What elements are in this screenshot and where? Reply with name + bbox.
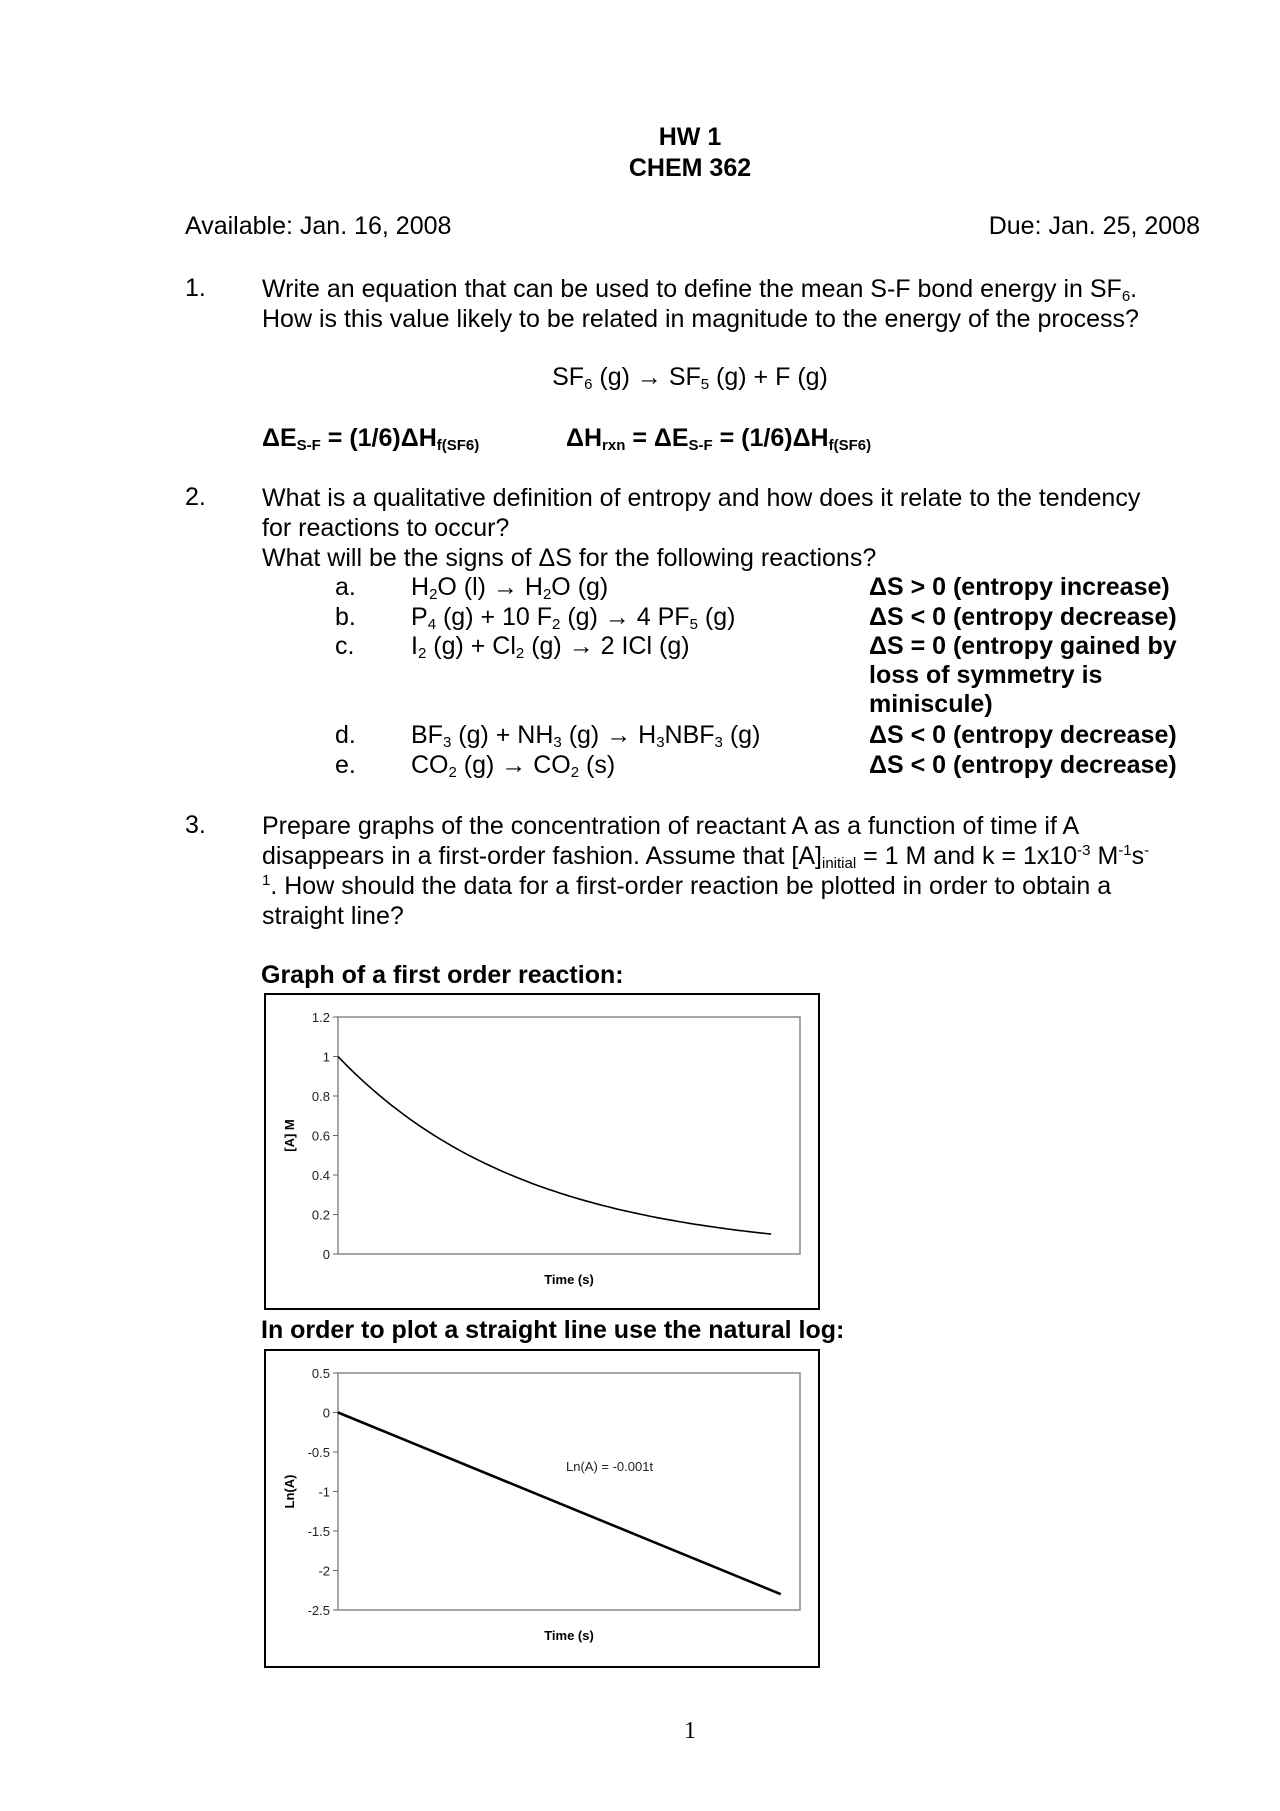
question-1-number: 1. bbox=[185, 274, 206, 302]
graph-1-chart bbox=[264, 993, 820, 1310]
question-1-text bbox=[262, 274, 1212, 334]
reaction-a-letter: a. bbox=[335, 573, 356, 601]
reaction-d-equation: $BF_3$ $(g) + NH_3$ $(g) \to H_3NBF_3$ (g) bbox=[411, 721, 761, 751]
y-tick-label: 0.8 bbox=[311, 1089, 330, 1104]
y-tick-label: 0 bbox=[322, 1247, 330, 1262]
question-2-number: 2. bbox=[185, 483, 206, 511]
q1-process-equation: $SF_6$ $(g) \to SF_5$ (g) + F (g) bbox=[552, 363, 828, 393]
due-date: Due: Jan. 25, 2008 bbox=[988, 212, 1200, 240]
q1-line1: Write an equation that can be used to define the mean S-F bond energy in $SF_6$. bbox=[262, 275, 1138, 305]
y-tick-label: 1 bbox=[322, 1049, 330, 1065]
graph-1-heading: Graph of a first order reaction: bbox=[261, 961, 624, 989]
y-axis-label: [A] M bbox=[282, 1119, 297, 1152]
question-2-text: What is a qualitative definition of entropy and how does it relate to the tendency for reactions to occur? What will be the signs of ΔS for the following reactions? bbox=[262, 484, 1141, 572]
available-date: Available: Jan. 16, 2008 bbox=[185, 212, 452, 240]
y-tick-label: 0.6 bbox=[311, 1128, 330, 1144]
reaction-c-equation: $I_2$ $(g) + Cl_2$ (g) → 2 ICl (g) bbox=[411, 632, 690, 662]
page-title: HW 1 bbox=[658, 123, 722, 151]
x-axis-label: Time (s) bbox=[544, 1628, 594, 1643]
question-3-number: 3. bbox=[185, 811, 206, 839]
y-axis-label: Ln(A) bbox=[282, 1474, 297, 1509]
y-tick-label: 0.4 bbox=[311, 1168, 330, 1183]
reaction-c-letter: c. bbox=[335, 632, 355, 660]
graph-2-heading: In order to plot a straight line use the natural log: bbox=[261, 1316, 845, 1344]
series-line bbox=[338, 1057, 771, 1235]
graph-2-svg bbox=[266, 1351, 818, 1666]
reaction-a-answer: ΔS > 0 (entropy increase) bbox=[869, 573, 1170, 601]
y-tick-label: -1.5 bbox=[307, 1524, 330, 1539]
reaction-e-letter: e. bbox=[335, 751, 356, 779]
q1-answer-bond-energy: $\Delta E_{S-F} = (1/6)\Delta H_{f(SF6)}$ bbox=[262, 424, 480, 454]
question-3-text: Prepare graphs of the concentration of reactant A as a function of time if A disappears in a first-order fashion. Assume that $[A]_{initial} = 1$ M and $k = 1x10^{-3}$ $M^{-1}s^-$ $^1$. How should the data for a first-order reaction be plotted in order to obtain a straight line? bbox=[262, 812, 1150, 930]
x-axis-label: Time (s) bbox=[544, 1272, 594, 1287]
y-tick-label: 0.2 bbox=[311, 1207, 330, 1223]
graph-1-svg bbox=[266, 995, 818, 1308]
graph-2-chart bbox=[264, 1349, 820, 1668]
y-tick-label: 0 bbox=[322, 1405, 330, 1421]
y-tick-label: -0.5 bbox=[307, 1445, 330, 1460]
plot-area-frame bbox=[338, 1017, 800, 1254]
reaction-e-equation: $CO_2$ $(g) \to CO_2$ (s) bbox=[411, 751, 616, 781]
reaction-e-answer: ΔS < 0 (entropy decrease) bbox=[869, 751, 1177, 779]
reaction-b-letter: b. bbox=[335, 603, 356, 631]
y-tick-label: 1.2 bbox=[311, 1010, 330, 1025]
q1-line2: How is this value likely to be related in magnitude to the energy of the process? bbox=[262, 305, 1139, 333]
reaction-b-equation: $P_4$ (g) + 10 $F_2$ (g) → 4 $PF_5$ (g) bbox=[411, 603, 736, 633]
y-tick-label: -1 bbox=[318, 1484, 330, 1500]
y-tick-label: -2 bbox=[318, 1563, 330, 1579]
chart-annotation: Ln(A) = -0.001t bbox=[566, 1459, 654, 1474]
reaction-d-answer: ΔS < 0 (entropy decrease) bbox=[869, 721, 1177, 749]
reaction-d-letter: d. bbox=[335, 721, 356, 749]
reaction-b-answer: ΔS < 0 (entropy decrease) bbox=[869, 603, 1177, 631]
series-line bbox=[338, 1413, 781, 1595]
y-tick-label: 0.5 bbox=[311, 1366, 330, 1381]
y-tick-label: -2.5 bbox=[307, 1603, 330, 1618]
reaction-a-equation: $H_2O$ $(l) \to H_2O$ (g) bbox=[411, 573, 609, 603]
reaction-c-answer: ΔS = 0 (entropy gained by loss of symmetry is miniscule) bbox=[869, 632, 1177, 718]
course-title: CHEM 362 bbox=[628, 154, 752, 182]
page-number: 1 bbox=[684, 1718, 696, 1744]
q1-answer-reaction-enthalpy: $\Delta H_{rxn} = \Delta E_{S-F} = (1/6)\Delta H_{f(SF6)}$ bbox=[566, 424, 872, 454]
